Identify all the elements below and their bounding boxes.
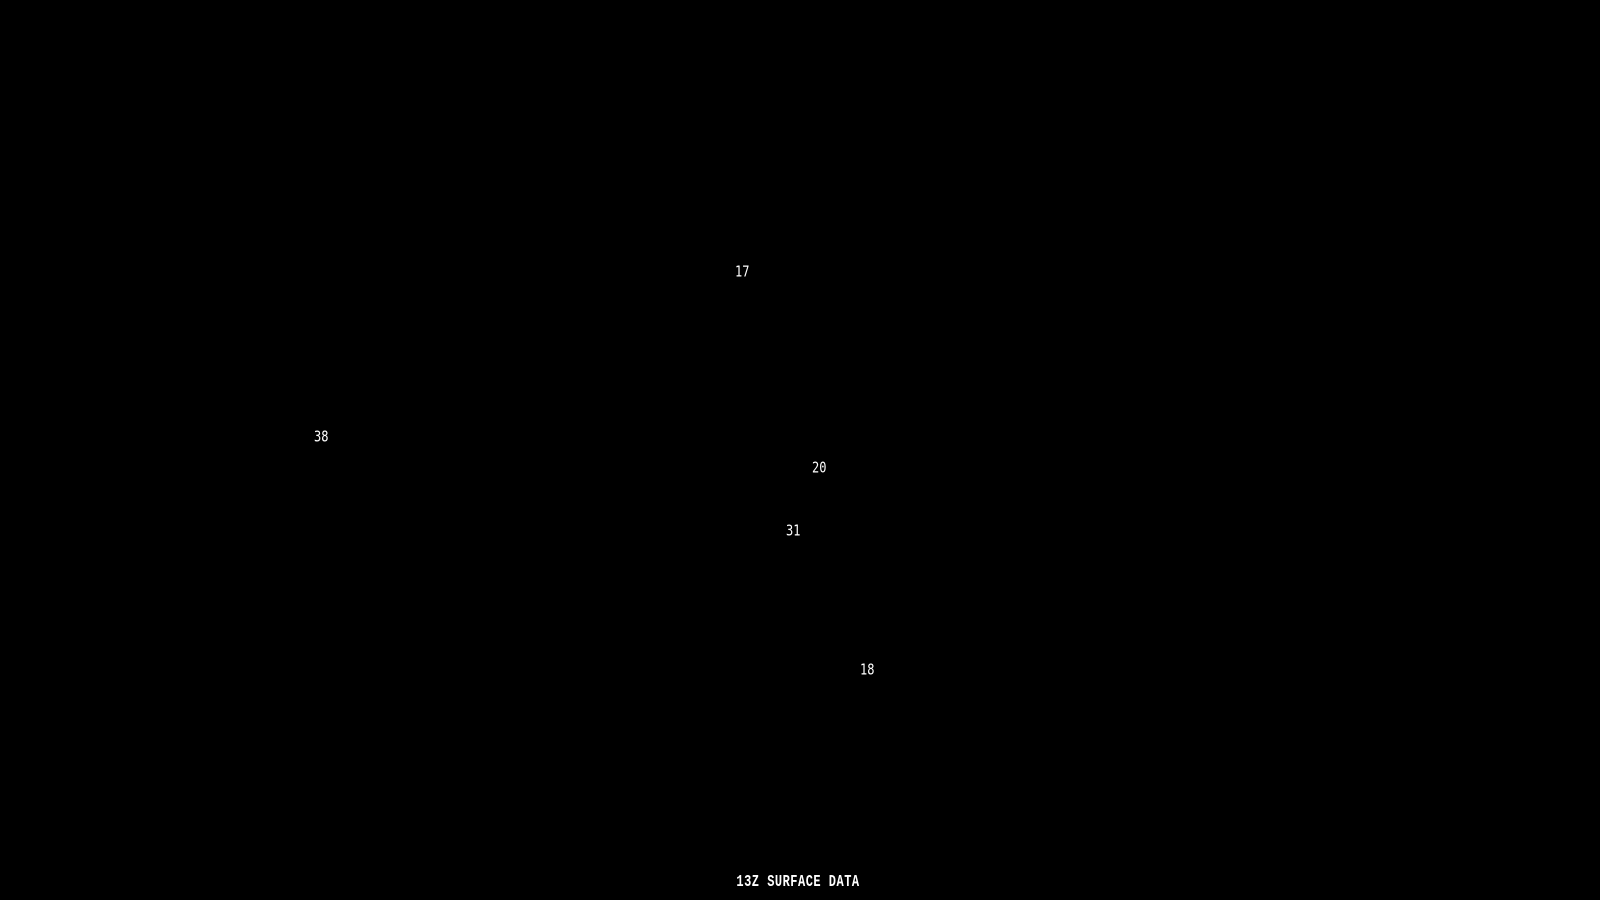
station-value: 18 bbox=[860, 660, 875, 679]
plot-title: 13Z SURFACE DATA bbox=[736, 871, 860, 892]
station-value: 20 bbox=[812, 458, 827, 477]
station-value: 38 bbox=[314, 427, 329, 446]
station-value: 31 bbox=[786, 521, 801, 540]
station-value: 17 bbox=[735, 262, 750, 281]
